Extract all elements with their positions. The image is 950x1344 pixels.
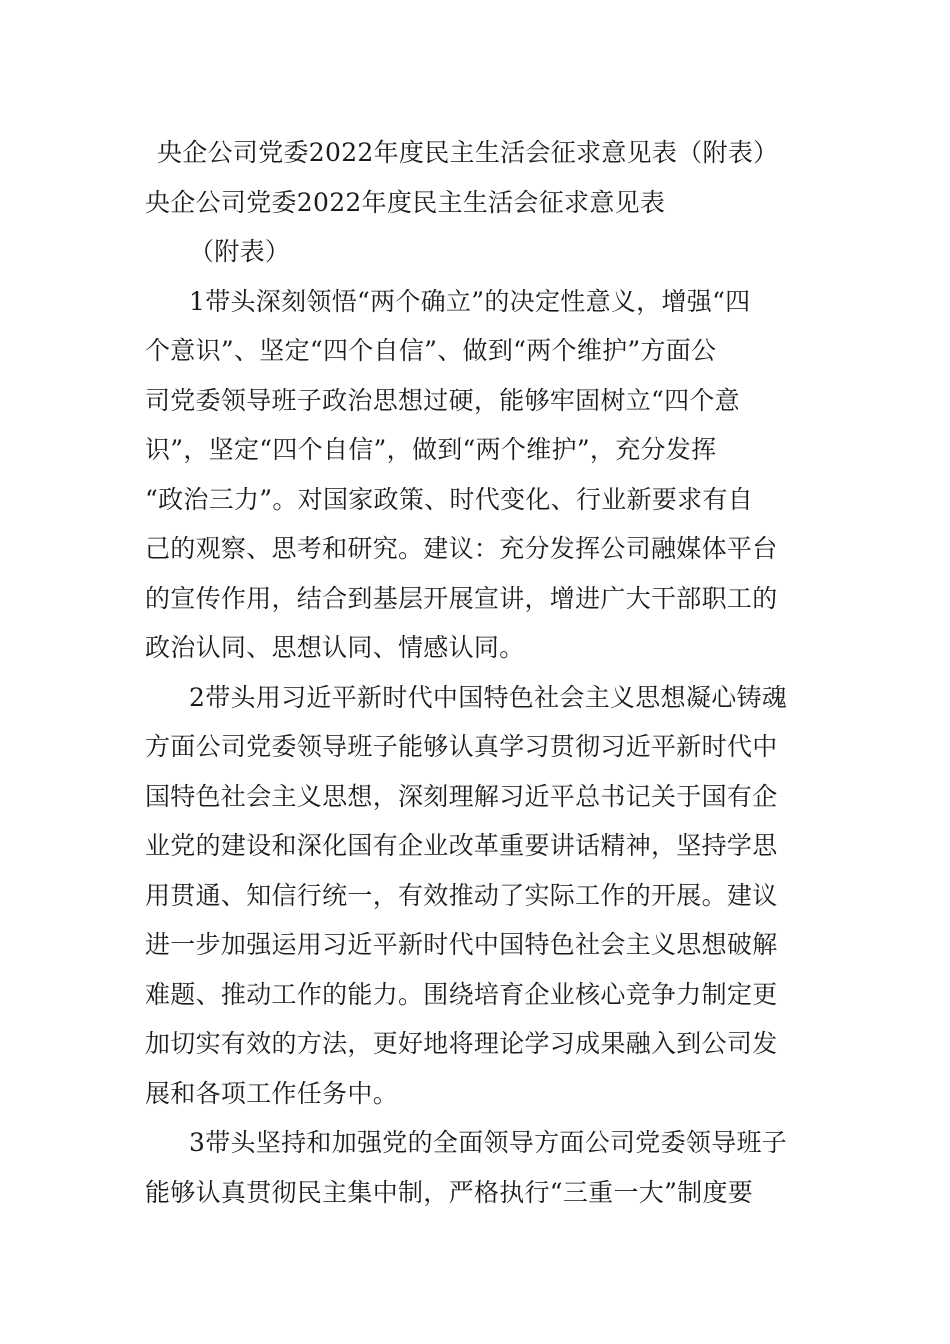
paragraph-line: 3带头坚持和加强党的全面领导方面公司党委领导班子 bbox=[189, 1128, 788, 1157]
paragraph-2 bbox=[145, 673, 805, 1119]
paragraph-line: 加切实有效的方法，更好地将理论学习成果融入到公司发 bbox=[145, 1029, 778, 1058]
document-page bbox=[145, 128, 805, 1217]
paragraph-line: 展和各项工作任务中。 bbox=[145, 1078, 399, 1108]
paragraph-3 bbox=[145, 1118, 805, 1217]
paragraph-line: 用贯通、知信行统一，有效推动了实际工作的开展。建议 bbox=[145, 880, 778, 910]
paragraph-line: 难题、推动工作的能力。围绕培育企业核心竞争力制定更 bbox=[145, 979, 778, 1009]
paragraph-1 bbox=[145, 277, 805, 673]
paragraph-line: 能够认真贯彻民主集中制，严格执行“三重一大”制度要 bbox=[145, 1177, 754, 1207]
paragraph-line: 方面公司党委领导班子能够认真学习贯彻习近平新时代中 bbox=[145, 732, 778, 761]
paragraph-line: 2带头用习近平新时代中国特色社会主义思想凝心铸魂 bbox=[189, 682, 788, 712]
document-subtitle: 央企公司党委2022年度民主生活会征求意见表 bbox=[145, 187, 666, 217]
document-title: 央企公司党委2022年度民主生活会征求意见表（附表） bbox=[157, 138, 779, 167]
paragraph-line: 司党委领导班子政治思想过硬，能够牢固树立“四个意 bbox=[145, 385, 740, 415]
paragraph-line: 进一步加强运用习近平新时代中国特色社会主义思想破解 bbox=[145, 930, 778, 959]
paragraph-line: 国特色社会主义思想，深刻理解习近平总书记关于国有企 bbox=[145, 781, 778, 811]
paragraph-line: 业党的建设和深化国有企业改革重要讲话精神，坚持学思 bbox=[145, 831, 778, 860]
paragraph-line: “政治三力”。对国家政策、时代变化、行业新要求有自 bbox=[145, 484, 754, 514]
paragraph-line: 个意识”、坚定“四个自信”、做到“两个维护”方面公 bbox=[145, 336, 717, 365]
paragraph-line: 1带头深刻领悟“两个确立”的决定性意义，增强“四 bbox=[189, 286, 751, 316]
paragraph-line: 己的观察、思考和研究。建议：充分发挥公司融媒体平台 bbox=[145, 534, 778, 563]
paragraph-line: 政治认同、思想认同、情感认同。 bbox=[145, 633, 525, 662]
paragraph-line: 的宣传作用，结合到基层开展宣讲，增进广大干部职工的 bbox=[145, 583, 778, 613]
paragraph-line: 识”，坚定“四个自信”，做到“两个维护”，充分发挥 bbox=[145, 435, 717, 464]
document-note: （附表） bbox=[189, 237, 291, 266]
